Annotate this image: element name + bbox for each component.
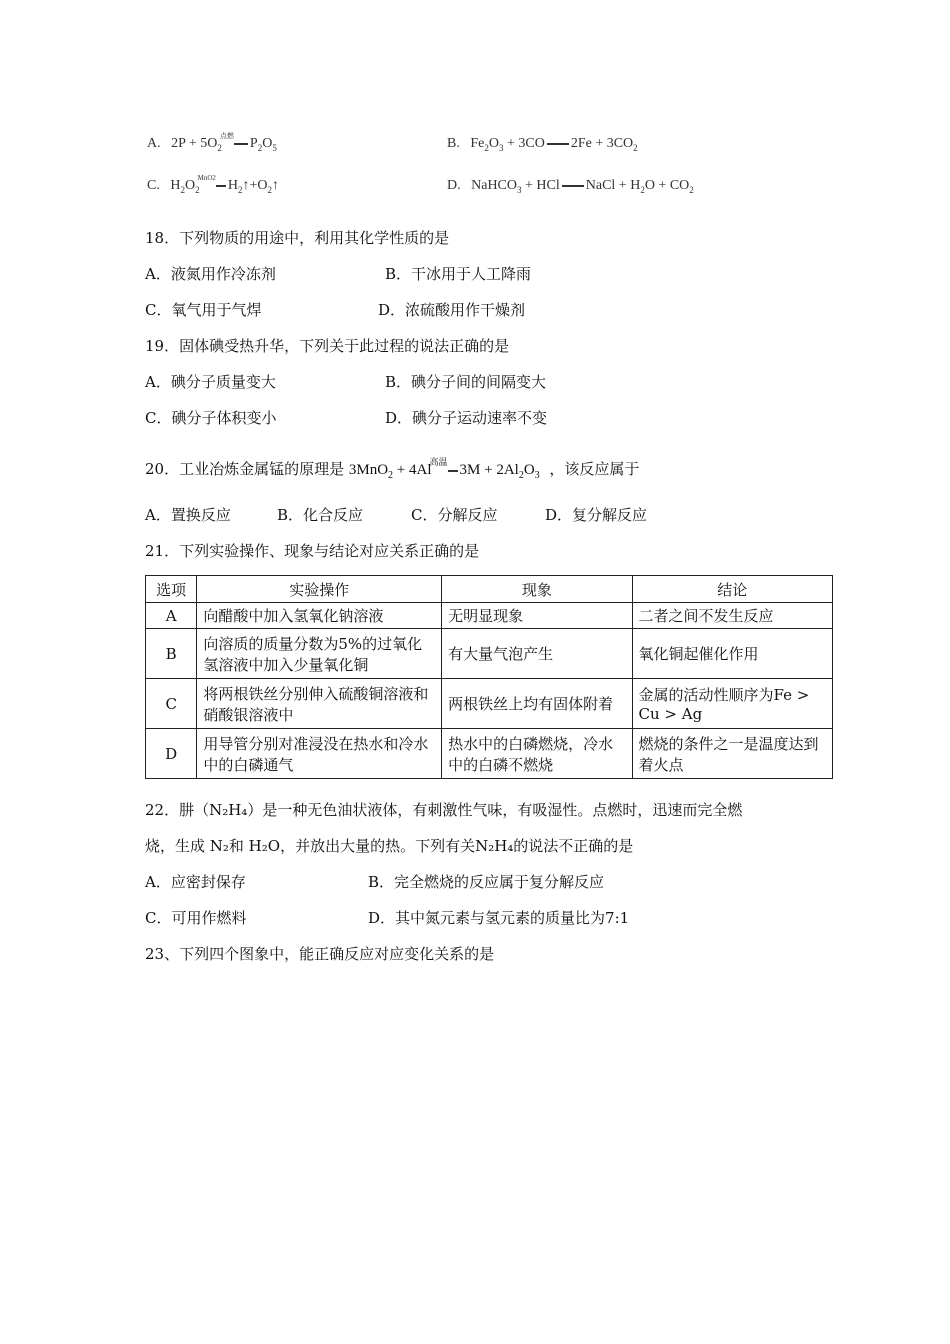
- row-option: A: [146, 603, 197, 629]
- option-label: D.: [447, 178, 461, 193]
- row-option: B: [146, 629, 197, 679]
- eq-sign: [547, 143, 569, 145]
- experiment-table: [145, 575, 833, 779]
- eq-rhs-mid: O: [262, 136, 273, 151]
- row-option: C: [146, 679, 197, 729]
- eq-rhs-tail: ↑: [272, 178, 280, 193]
- row-conclusion: 金属的活动性顺序为Fe > Cu > Ag: [632, 679, 832, 729]
- row-phenomenon: 两根铁丝上均有固体附着: [442, 679, 632, 729]
- row-phenomenon: 无明显现象: [442, 603, 632, 629]
- q19-option-b: B．碘分子间的间隔变大: [385, 373, 547, 391]
- eq-lhs-tail: + 3CO: [503, 136, 545, 151]
- header-conclusion: 结论: [632, 576, 832, 603]
- q19-option-c: C．碘分子体积变小: [145, 409, 277, 427]
- eq-subscript: 2: [267, 184, 273, 195]
- option-label: C.: [147, 178, 160, 193]
- eq-rhs: 3M + 2Al: [459, 462, 519, 478]
- header-operation: 实验操作: [197, 576, 442, 603]
- eq-rhs: NaCl + H: [585, 178, 641, 193]
- row-operation: 向醋酸中加入氢氧化钠溶液: [197, 603, 442, 629]
- option-label: B.: [447, 136, 460, 151]
- row-operation: 用导管分别对准浸没在热水和冷水中的白磷通气: [197, 729, 442, 779]
- q19-option-a: A．碘分子质量变大: [145, 373, 276, 391]
- eq-rhs: 2Fe + 3CO: [570, 136, 634, 151]
- row-conclusion: 燃烧的条件之一是温度达到着火点: [632, 729, 832, 779]
- q20-stem-text: 20．工业冶炼金属锰的原理是: [145, 460, 345, 478]
- eq-subscript: 2: [689, 184, 694, 195]
- eq-sign: [562, 185, 584, 187]
- option-label: A.: [147, 136, 161, 151]
- q22-stem-line1: 22．肼（N₂H₄）是一种无色油状液体，有刺激性气味，有吸湿性。点燃时，迅速而完全燃: [145, 801, 743, 819]
- q18-option-d: D．浓硫酸用作干燥剂: [378, 301, 526, 319]
- eq-rhs-mid: ↑+O: [242, 178, 268, 193]
- q20-stem-tail: ，该反应属于: [549, 460, 640, 478]
- eq-subscript: 2: [518, 470, 524, 481]
- eq-subscript: 2: [257, 142, 263, 153]
- eq-sign: [216, 185, 226, 187]
- q18-option-b: B．干冰用于人工降雨: [385, 265, 532, 283]
- eq-condition: 高温: [429, 457, 448, 467]
- eq-subscript: 2: [180, 184, 185, 195]
- table-row: [146, 729, 833, 779]
- eq-subscript: 5: [272, 142, 277, 153]
- q22-option-b: B．完全燃烧的反应属于复分解反应: [368, 873, 605, 891]
- table-row: [146, 603, 833, 629]
- row-conclusion: 氧化铜起催化作用: [632, 629, 832, 679]
- q20-option-c: C．分解反应: [411, 506, 498, 524]
- eq-subscript: 2: [484, 142, 489, 153]
- eq-subscript: 2: [195, 184, 200, 195]
- q19-stem: 19．固体碘受热升华，下列关于此过程的说法正确的是: [145, 337, 510, 355]
- q18-option-c: C．氧气用于气焊: [145, 301, 262, 319]
- q22-option-c: C．可用作燃料: [145, 909, 247, 927]
- table-header-row: [146, 576, 833, 603]
- q21-stem: 21．下列实验操作、现象与结论对应关系正确的是: [145, 542, 480, 560]
- q20-stem: [145, 458, 639, 481]
- eq-subscript: 2: [640, 184, 645, 195]
- eq-subscript: 2: [633, 142, 638, 153]
- eq-rhs-mid: O + CO: [644, 178, 690, 193]
- eq-lhs-mid: O: [488, 136, 499, 151]
- row-phenomenon: 热水中的白磷燃烧，冷水中的白磷不燃烧: [442, 729, 632, 779]
- eq-rhs: H: [227, 178, 238, 193]
- q17-option-d: [447, 178, 694, 195]
- header-phenomenon: 现象: [442, 576, 632, 603]
- eq-lhs: 3MnO: [348, 462, 389, 478]
- eq-lhs-mid: + 4Al: [393, 462, 432, 478]
- table-row: [146, 679, 833, 729]
- q17-option-b: [447, 136, 638, 153]
- eq-condition: 点燃: [219, 132, 234, 140]
- q19-option-d: D．碘分子运动速率不变: [385, 409, 548, 427]
- row-operation: 将两根铁丝分别伸入硫酸铜溶液和硝酸银溶液中: [197, 679, 442, 729]
- q17-option-c: [147, 174, 280, 195]
- q20-option-b: B．化合反应: [277, 506, 364, 524]
- eq-sign: [448, 470, 458, 472]
- eq-subscript: 2: [217, 142, 222, 153]
- q18-stem: 18．下列物质的用途中，利用其化学性质的是: [145, 229, 450, 247]
- eq-lhs: H: [170, 178, 181, 193]
- eq-sign: [234, 143, 248, 145]
- q22-option-a: A．应密封保存: [145, 873, 246, 891]
- row-operation: 向溶质的质量分数为5%的过氧化氢溶液中加入少量氧化铜: [197, 629, 442, 679]
- q18-option-a: A．液氮用作冷冻剂: [145, 265, 276, 283]
- q17-option-a: [147, 132, 277, 153]
- eq-subscript: 3: [534, 470, 540, 481]
- q23-stem: 23、下列四个图象中，能正确反应对应变化关系的是: [145, 945, 495, 963]
- q22-stem-line2: 烧，生成 N₂和 H₂O，并放出大量的热。下列有关N₂H₄的说法不正确的是: [145, 837, 634, 855]
- eq-subscript: 2: [388, 470, 394, 481]
- q20-option-a: A．置换反应: [145, 506, 231, 524]
- eq-subscript: 3: [498, 142, 504, 153]
- q22-option-d: D．其中氮元素与氢元素的质量比为7:1: [368, 909, 630, 927]
- eq-lhs: NaHCO: [471, 178, 518, 193]
- eq-subscript: 3: [517, 184, 522, 195]
- eq-rhs-o: O: [523, 462, 535, 478]
- eq-condition: MnO2: [197, 174, 216, 182]
- q20-option-d: D．复分解反应: [545, 506, 648, 524]
- eq-lhs-tail: + HCl: [521, 178, 560, 193]
- table-row: [146, 629, 833, 679]
- header-option: 选项: [146, 576, 197, 603]
- eq-lhs: Fe: [470, 136, 485, 151]
- row-phenomenon: 有大量气泡产生: [442, 629, 632, 679]
- eq-lhs: 2P + 5O: [171, 136, 218, 151]
- eq-subscript: 2: [238, 184, 243, 195]
- q20-equation: [348, 457, 544, 481]
- eq-rhs: P: [249, 136, 258, 151]
- row-conclusion: 二者之间不发生反应: [632, 603, 832, 629]
- row-option: D: [146, 729, 197, 779]
- eq-lhs-mid: O: [184, 178, 196, 193]
